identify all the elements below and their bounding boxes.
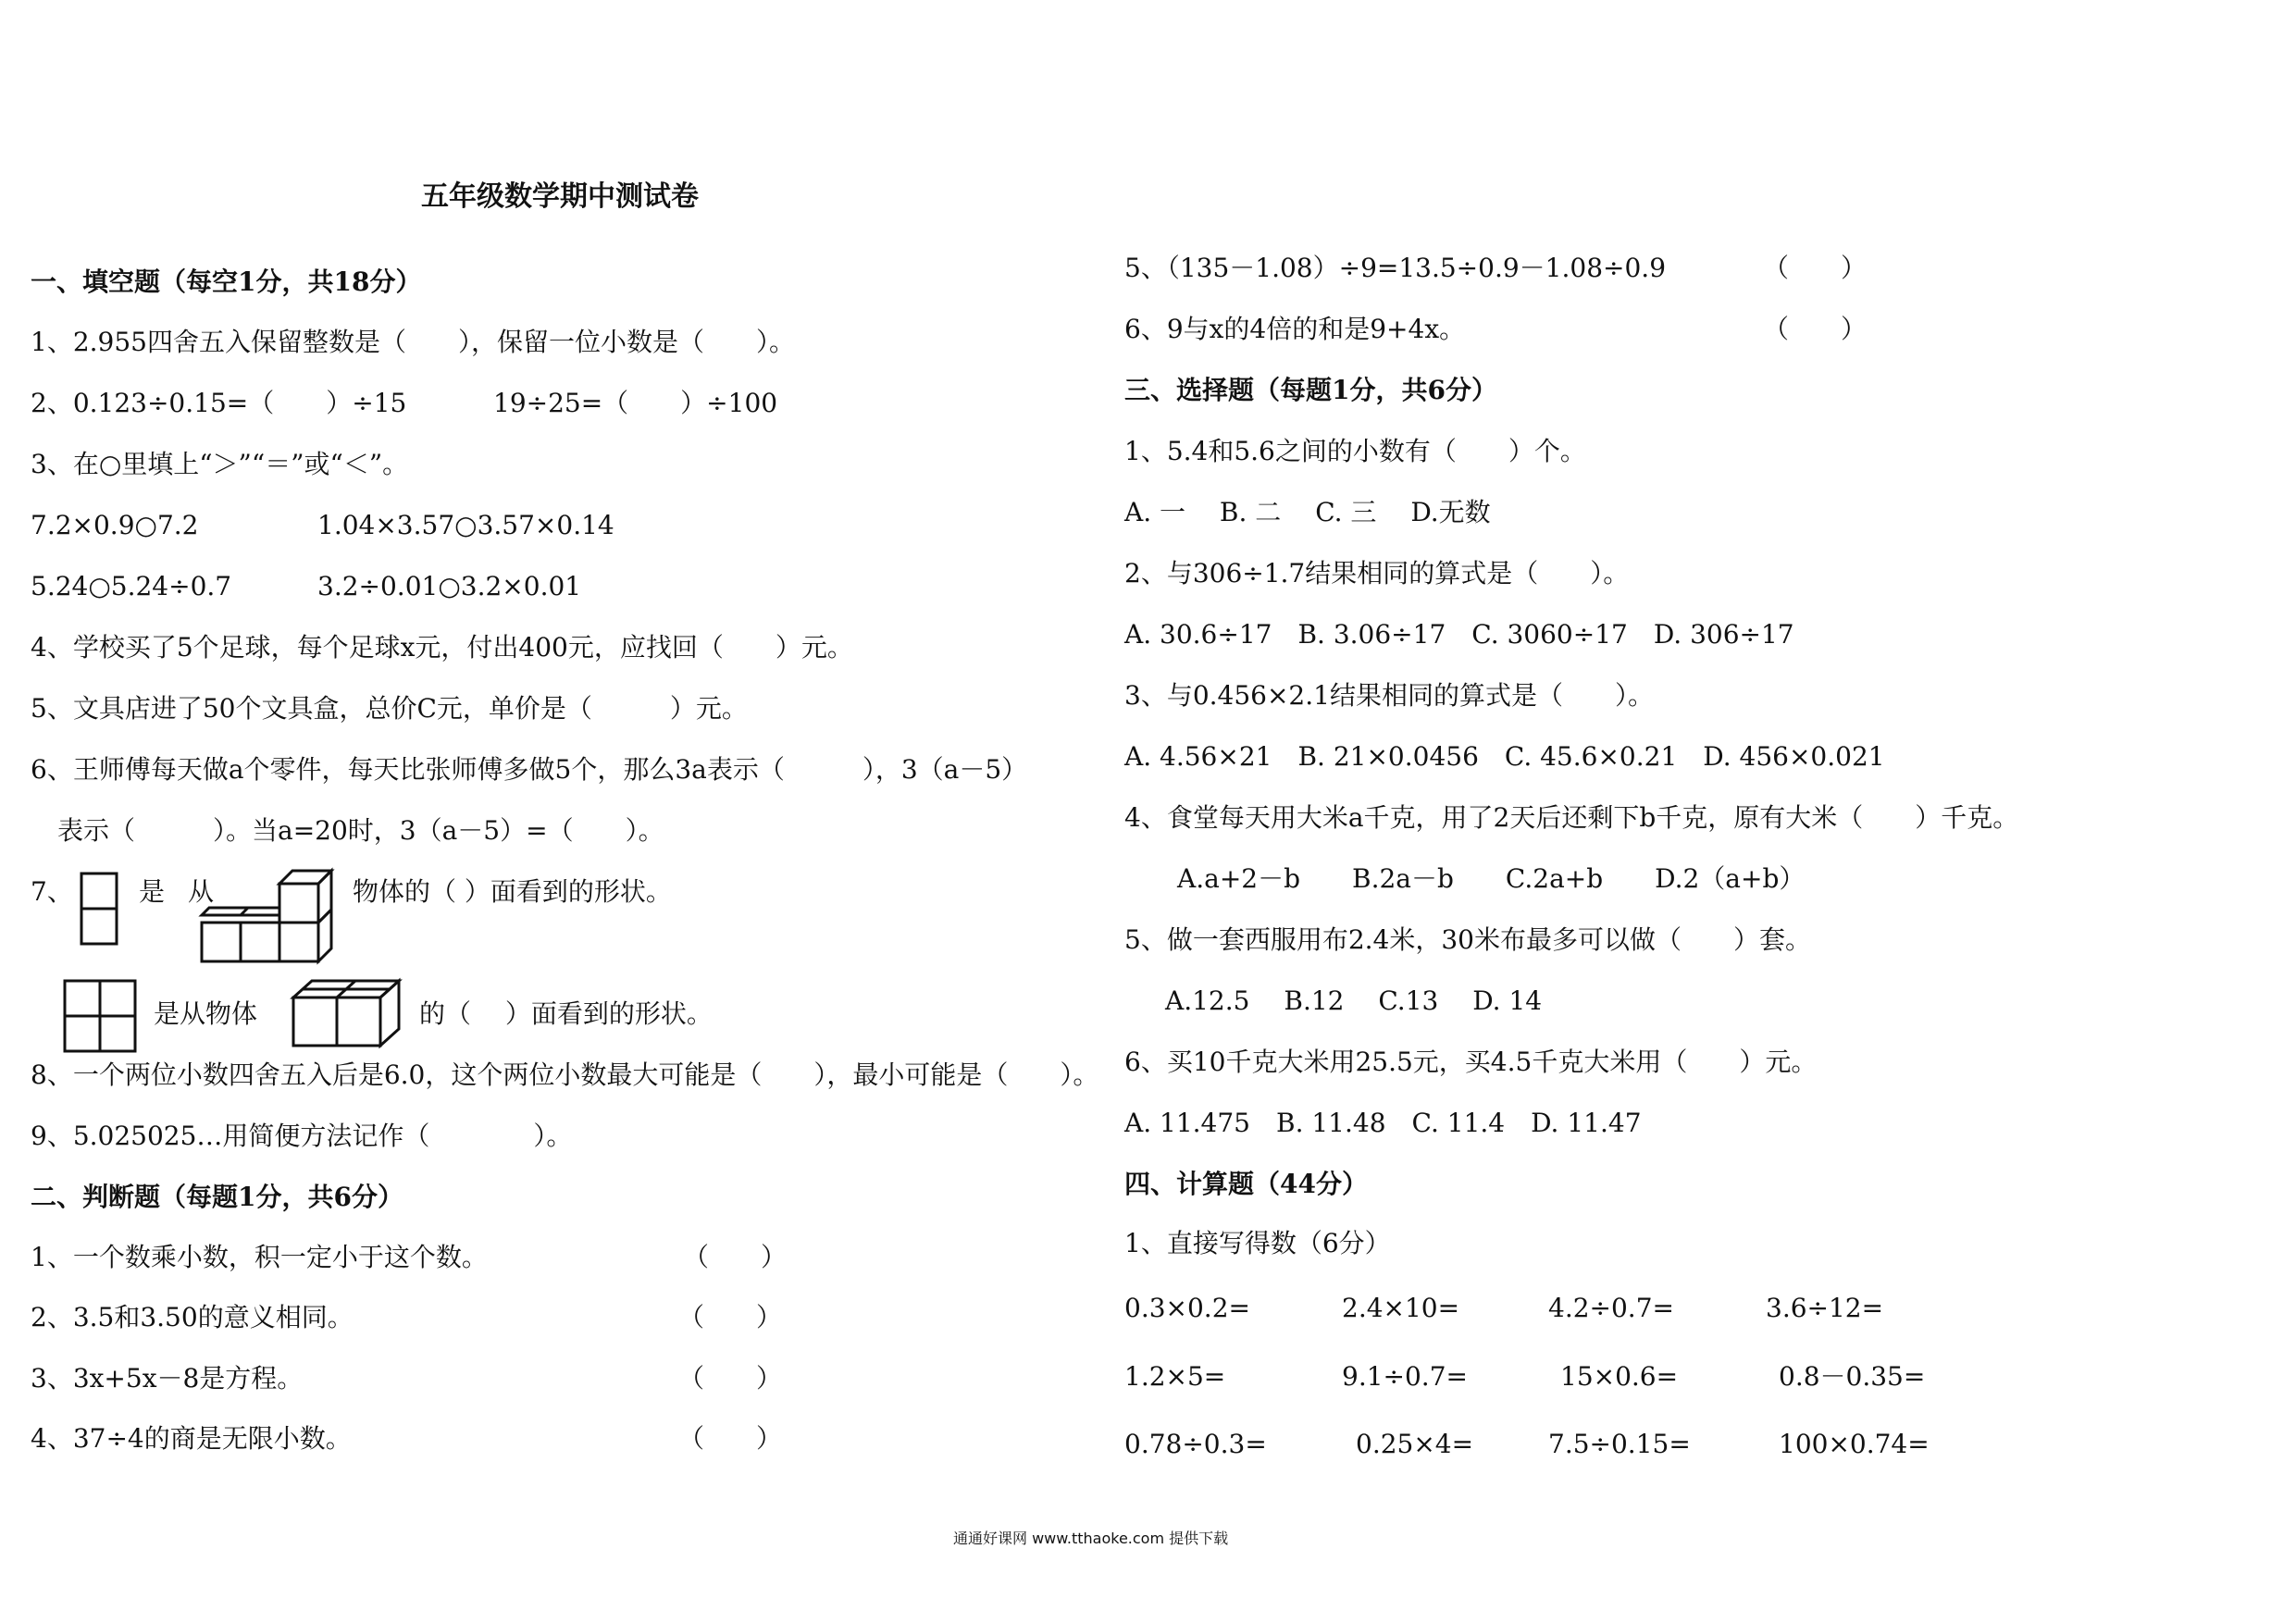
judge-q5-paren: （ ） bbox=[1763, 253, 1868, 283]
choice-q1: 1、5.4和5.6之间的小数有（ ）个。 bbox=[1124, 436, 1586, 466]
calc-cell: 3.6÷12= bbox=[1766, 1293, 1884, 1323]
judge-q6: 6、9与x的4倍的和是9+4x。 bbox=[1124, 314, 1466, 344]
fill-q3-row2b: 3.2÷0.01○3.2×0.01 bbox=[317, 571, 582, 601]
fill-q7-is: 是 bbox=[139, 876, 166, 907]
calc-cell: 0.25×4= bbox=[1356, 1429, 1474, 1459]
fill-q6b: 表示（ ）。当a=20时，3（a－5）=（ ）。 bbox=[57, 815, 664, 846]
fill-q8: 8、一个两位小数四舍五入后是6.0，这个两位小数最大可能是（ ），最小可能是（ ）。 bbox=[31, 1059, 1099, 1090]
fill-q3-row1a: 7.2×0.9○7.2 bbox=[31, 510, 199, 540]
choice-q3: 3、与0.456×2.1结果相同的算式是（ ）。 bbox=[1124, 680, 1654, 711]
calc-cell: 0.78÷0.3= bbox=[1124, 1429, 1267, 1459]
judge-q2: 2、3.5和3.50的意义相同。 bbox=[31, 1302, 354, 1332]
judge-q4-paren: （ ） bbox=[678, 1423, 783, 1454]
page-title: 五年级数学期中测试卷 bbox=[421, 180, 699, 213]
choice-q5-options: A.12.5 B.12 C.13 D. 14 bbox=[1165, 985, 1543, 1016]
choice-q1-options: A. 一 B. 二 C. 三 D.无数 bbox=[1124, 497, 1491, 527]
fill-q7b-post: 的（ ）面看到的形状。 bbox=[419, 998, 713, 1029]
choice-q2-options: A. 30.6÷17 B. 3.06÷17 C. 3060÷17 D. 306÷17 bbox=[1124, 619, 1794, 650]
judge-q5: 5、（135－1.08）÷9=13.5÷0.9－1.08÷0.9 bbox=[1124, 253, 1667, 283]
fill-q5: 5、文具店进了50个文具盒，总价C元，单价是（ ）元。 bbox=[31, 693, 748, 724]
fill-q7-rest: 物体的（ ）面看到的形状。 bbox=[353, 876, 672, 907]
choice-q4-options: A.a+2－b B.2a－b C.2a+b D.2（a+b） bbox=[1177, 863, 1806, 894]
fill-q4: 4、学校买了5个足球，每个足球x元，付出400元，应找回（ ）元。 bbox=[31, 632, 853, 663]
judge-q6-paren: （ ） bbox=[1763, 314, 1868, 344]
choice-q6-options: A. 11.475 B. 11.48 C. 11.4 D. 11.47 bbox=[1124, 1108, 1642, 1138]
fill-q9: 9、5.025025…用简便方法记作（ ）。 bbox=[31, 1121, 573, 1151]
fill-q3-row1b: 1.04×3.57○3.57×0.14 bbox=[317, 510, 614, 540]
calc-cell: 1.2×5= bbox=[1124, 1361, 1226, 1392]
fill-q7-number: 7、 bbox=[31, 876, 73, 907]
fill-q7-from: 从 bbox=[188, 876, 215, 907]
fill-q2a: 2、0.123÷0.15=（ ）÷15 bbox=[31, 388, 407, 418]
choice-q3-options: A. 4.56×21 B. 21×0.0456 C. 45.6×0.21 D. 456×0.021 bbox=[1124, 741, 1885, 772]
cube-block-figure bbox=[290, 977, 404, 1051]
judge-q1: 1、一个数乘小数，积一定小于这个数。 bbox=[31, 1242, 488, 1272]
calc-cell: 15×0.6= bbox=[1560, 1361, 1679, 1392]
judge-q4: 4、37÷4的商是无限小数。 bbox=[31, 1423, 352, 1454]
calc-cell: 2.4×10= bbox=[1342, 1293, 1460, 1323]
calc-cell: 100×0.74= bbox=[1779, 1429, 1930, 1459]
choice-q5: 5、做一套西服用布2.4米，30米布最多可以做（ ）套。 bbox=[1124, 924, 1811, 955]
section-calc-heading: 四、计算题（44分） bbox=[1124, 1169, 1368, 1199]
choice-q4: 4、食堂每天用大米a千克，用了2天后还剩下b千克，原有大米（ ）千克。 bbox=[1124, 802, 2019, 833]
calc-cell: 0.8－0.35= bbox=[1779, 1361, 1926, 1392]
calc-cell: 7.5÷0.15= bbox=[1548, 1429, 1691, 1459]
judge-q3-paren: （ ） bbox=[678, 1363, 783, 1394]
judge-q2-paren: （ ） bbox=[678, 1302, 783, 1332]
section-fill-blank-heading: 一、填空题（每空1分，共18分） bbox=[31, 266, 422, 297]
fill-q1: 1、2.955四舍五入保留整数是（ ），保留一位小数是（ ）。 bbox=[31, 327, 795, 357]
fill-q3-row2a: 5.24○5.24÷0.7 bbox=[31, 571, 232, 601]
choice-q2: 2、与306÷1.7结果相同的算式是（ ）。 bbox=[1124, 558, 1630, 588]
fill-q7b-pre: 是从物体 bbox=[154, 998, 258, 1029]
choice-q6: 6、买10千克大米用25.5元，买4.5千克大米用（ ）元。 bbox=[1124, 1047, 1818, 1077]
two-squares-view-figure bbox=[80, 872, 120, 948]
footer-credit: 通通好课网 www.tthaoke.com 提供下载 bbox=[953, 1530, 1229, 1547]
fill-q3: 3、在○里填上“＞”“＝”或“＜”。 bbox=[31, 449, 409, 479]
calc-sub1: 1、直接写得数（6分） bbox=[1124, 1228, 1391, 1258]
fill-q6a: 6、王师傅每天做a个零件，每天比张师傅多做5个，那么3a表示（ ），3（a－5） bbox=[31, 754, 1028, 785]
four-squares-view-figure bbox=[63, 979, 139, 1055]
fill-q2b: 19÷25=（ ）÷100 bbox=[493, 388, 778, 418]
calc-cell: 9.1÷0.7= bbox=[1342, 1361, 1468, 1392]
cube-stack-figure bbox=[196, 865, 337, 969]
judge-q3: 3、3x+5x－8是方程。 bbox=[31, 1363, 304, 1394]
calc-cell: 4.2÷0.7= bbox=[1548, 1293, 1674, 1323]
section-choice-heading: 三、选择题（每题1分，共6分） bbox=[1124, 375, 1497, 405]
judge-q1-paren: （ ） bbox=[683, 1242, 788, 1272]
calc-cell: 0.3×0.2= bbox=[1124, 1293, 1250, 1323]
section-judge-heading: 二、判断题（每题1分，共6分） bbox=[31, 1182, 403, 1212]
